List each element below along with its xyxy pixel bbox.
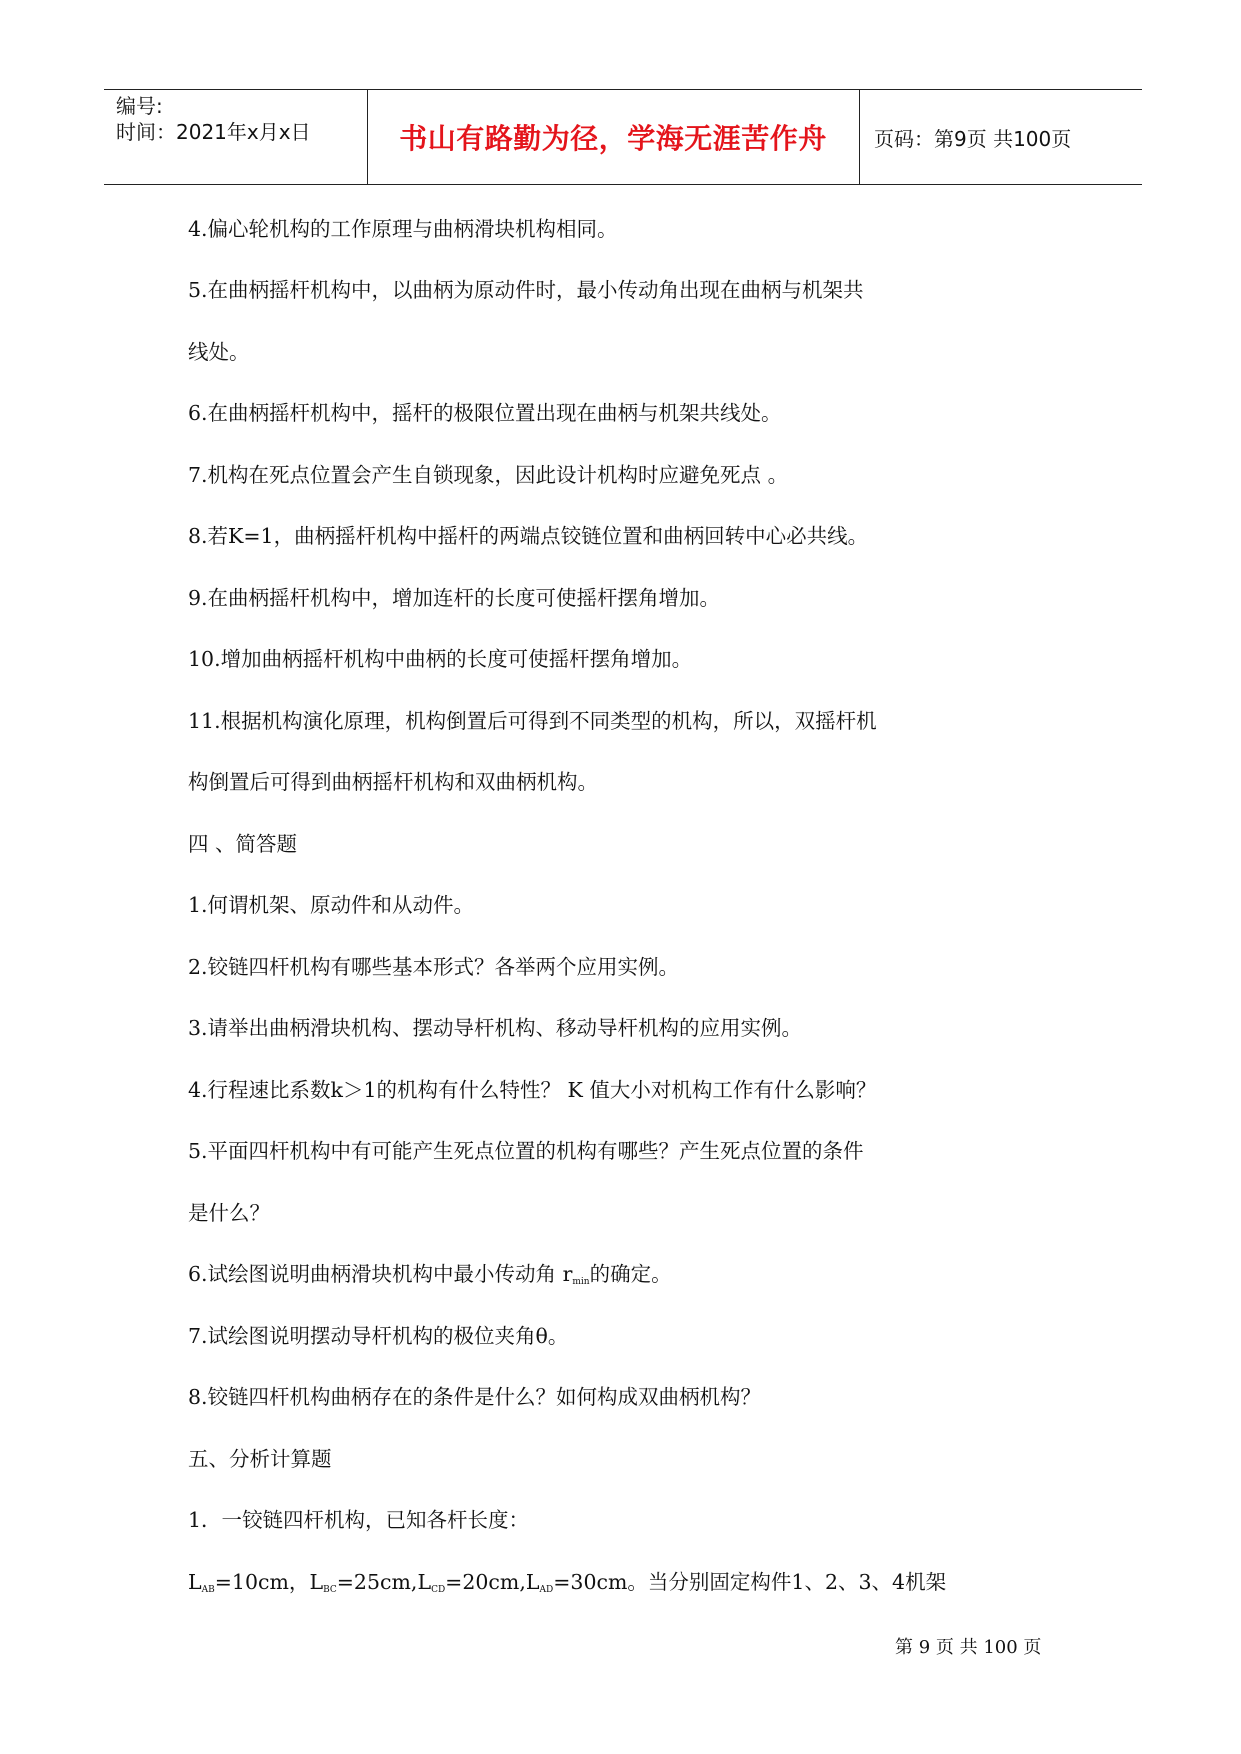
page-footer: 第 9 页 共 100 页 [895, 1637, 1042, 1658]
body-line: 线处。 [188, 340, 250, 364]
body-line: 4.行程速比系数k＞1的机构有什么特性？ K 值大小对机构工作有什么影响？ [188, 1078, 877, 1102]
body-line: 8.铰链四杆机构曲柄存在的条件是什么？如何构成双曲柄机构？ [188, 1385, 762, 1409]
header-motto-cell [367, 90, 860, 184]
value-text: =30cm。当分别固定构件1、2、3、4机架 [553, 1570, 947, 1594]
body-line: 7.试绘图说明摆动导杆机构的极位夹角θ。 [188, 1324, 569, 1348]
value-text: =10cm， [214, 1570, 310, 1594]
value-text: =25cm, [336, 1570, 418, 1594]
body-line: 1．一铰链四杆机构，已知各杆长度： [188, 1508, 530, 1532]
value-text: =20cm, [445, 1570, 526, 1594]
symbol-l: L [525, 1570, 540, 1594]
page-code: 页码：第9页 共100页 [874, 126, 1072, 151]
symbol-l: L [417, 1570, 432, 1594]
symbol-l: L [309, 1570, 324, 1594]
motto-text: 书山有路勤为径，学海无涯苦作舟 [399, 122, 827, 155]
body-line: 4.偏心轮机构的工作原理与曲柄滑块机构相同。 [188, 217, 618, 241]
body-line: 2.铰链四杆机构有哪些基本形式？各举两个应用实例。 [188, 955, 680, 979]
body-line: 5.平面四杆机构中有可能产生死点位置的机构有哪些？产生死点位置的条件 [188, 1139, 864, 1163]
subscript: CD [431, 1585, 446, 1595]
body-line: 3.请举出曲柄滑块机构、摆动导杆机构、移动导杆机构的应用实例。 [188, 1016, 803, 1040]
body-line: 6.在曲柄摇杆机构中，摇杆的极限位置出现在曲柄与机架共线处。 [188, 401, 782, 425]
body-line: 5.在曲柄摇杆机构中，以曲柄为原动件时，最小传动角出现在曲柄与机架共 [188, 278, 864, 302]
section-heading: 五、分析计算题 [188, 1447, 332, 1471]
subscript-min: min [572, 1277, 590, 1287]
body-line: 1.何谓机架、原动件和从动件。 [188, 893, 475, 917]
body-line: 10.增加曲柄摇杆机构中曲柄的长度可使摇杆摆角增加。 [188, 647, 693, 671]
subscript: AB [201, 1585, 215, 1595]
page-header [104, 89, 1142, 185]
body-line: 11.根据机构演化原理，机构倒置后可得到不同类型的机构，所以，双摇杆机 [188, 709, 877, 733]
line-text: 6.试绘图说明曲柄滑块机构中最小传动角 r [188, 1262, 573, 1286]
subscript: BC [323, 1585, 337, 1595]
body-line: 8.若K=1，曲柄摇杆机构中摇杆的两端点铰链位置和曲柄回转中心必共线。 [188, 524, 869, 548]
body-line: 7.机构在死点位置会产生自锁现象，因此设计机构时应避免死点 。 [188, 463, 789, 487]
line-text: 的确定。 [589, 1262, 672, 1286]
header-left-cell [104, 90, 368, 184]
time-label: 时间：2021年x月x日 [116, 120, 311, 144]
header-right-cell [860, 90, 1142, 184]
section-heading: 四 、简答题 [188, 832, 298, 856]
body-line: 是什么？ [188, 1201, 270, 1225]
body-line: 构倒置后可得到曲柄摇杆机构和双曲柄机构。 [188, 770, 598, 794]
number-label: 编号: [116, 94, 163, 118]
link-lengths-line [188, 1569, 946, 1603]
body-line-gamma-min [188, 1261, 672, 1295]
subscript: AD [539, 1585, 554, 1595]
symbol-l: L [188, 1570, 202, 1594]
body-line: 9.在曲柄摇杆机构中，增加连杆的长度可使摇杆摆角增加。 [188, 586, 721, 610]
